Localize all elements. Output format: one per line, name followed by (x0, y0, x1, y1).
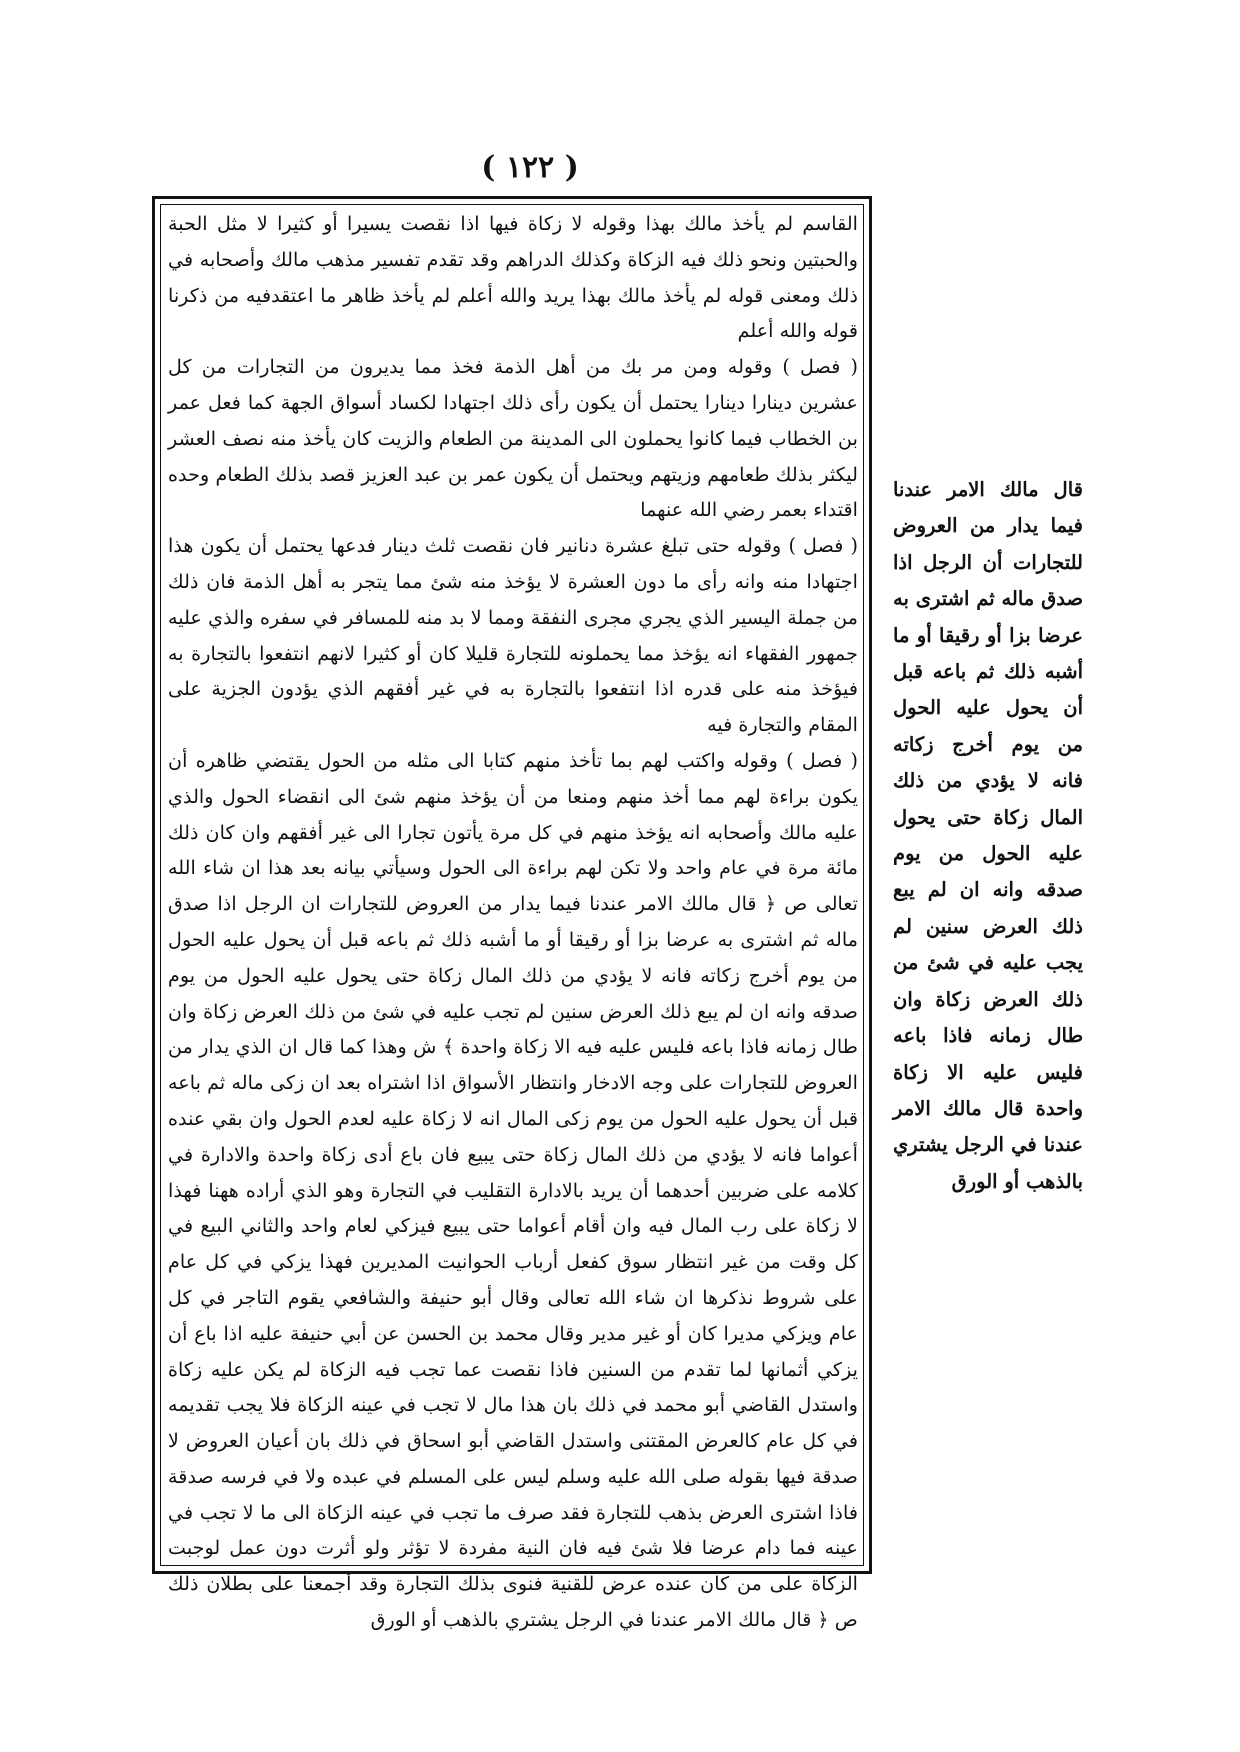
page-number: ( ١٢٢ ) (481, 150, 579, 185)
paragraph-1: القاسم لم يأخذ مالك بهذا وقوله لا زكاة فيها اذا نقصت يسيرا أو كثيرا لا مثل الحبة والحبتين ونحو ذلك فيه الزكاة وكذلك الدراهم وقد تقدم تفسير مذهب مالك وأصحابه في ذلك ومعنى قوله لم يأخذ مالك بهذا يريد والله أعلم لم يأخذ ظاهر ما اعتقدفيه من ذكرنا قوله والله أعلم (168, 212, 858, 343)
main-text-block (168, 206, 858, 1632)
paragraph-2: ( فصل ) وقوله ومن مر بك من أهل الذمة فخذ مما يديرون من التجارات من كل عشرين دينارا دينارا يحتمل أن يكون رأى ذلك اجتهادا لكساد أسواق الجهة كما فعل عمر بن الخطاب فيما كانوا يحملون الى المدينة من الطعام والزيت كان يأخذ منه نصف العشر ليكثر بذلك طعامهم وزيتهم ويحتمل أن يكون عمر بن عبد العزيز قصد بذلك الطعام وحده اقتداء بعمر رضي الله عنهما (168, 355, 858, 522)
margin-note-text: قال مالك الامر عندنا فيما يدار من العروض للتجارات أن الرجل اذا صدق ماله ثم اشترى به عرضا بزا أو رقيقا أو ما أشبه ذلك ثم باعه قبل أن يحول عليه الحول من يوم أخرج زكاته فانه لا يؤدي من ذلك المال زكاة حتى يحول عليه الحول من يوم صدقه وانه ان لم يبع ذلك العرض سنين لم يجب عليه في شئ من ذلك العرض زكاة وان طال زمانه فاذا باعه فليس عليه الا زكاة واحدة قال مالك الامر عندنا في الرجل يشتري بالذهب أو الورق (893, 478, 1083, 1193)
paragraph-3: ( فصل ) وقوله حتى تبلغ عشرة دنانير فان نقصت ثلث دينار فدعها يحتمل أن يكون هذا اجتهادا منه وانه رأى ما دون العشرة لا يؤخذ منه شئ مما يتجر به أهل الذمة فان ذلك من جملة اليسير الذي يجري مجرى النفقة ومما لا بد منه للمسافر في سفره والذي عليه جمهور الفقهاء انه يؤخذ مما يحملونه للتجارة قليلا كان أو كثيرا لانهم انتفعوا بالتجارة به فيؤخذ منه على قدره اذا انتفعوا بالتجارة به في غير أفقهم الذي يؤدون الجزية على المقام والتجارة فيه (168, 534, 858, 737)
paragraph-4: ( فصل ) وقوله واكتب لهم بما تأخذ منهم كتابا الى مثله من الحول يقتضي ظاهره أن يكون براءة لهم مما أخذ منهم ومنعا من أن يؤخذ منهم شئ الى انقضاء الحول والذي عليه مالك وأصحابه انه يؤخذ منهم في كل مرة يأتون تجارا الى غير أفقهم وان كان ذلك مائة مرة في عام واحد ولا تكن لهم براءة الى الحول وسيأتي بيانه بعد هذا ان شاء الله تعالى ص ﴿ قال مالك الامر عندنا فيما يدار من العروض للتجارات ان الرجل اذا صدق ماله ثم اشترى به عرضا بزا أو رقيقا أو ما أشبه ذلك ثم باعه قبل أن يحول عليه الحول من يوم أخرج زكاته فانه لا يؤدي من ذلك المال زكاة حتى يحول عليه الحول من يوم صدقه وانه ان لم يبع ذلك العرض سنين لم تجب عليه في شئ من ذلك العرض زكاة وان طال زمانه فاذا باعه فليس عليه فيه الا زكاة واحدة ﴾ ش وهذا كما قال ان الذي يدار من العروض للتجارات على وجه الادخار وانتظار الأسواق اذا اشتراه بعد ان زكى ماله ثم باعه قبل أن يحول عليه الحول من يوم زكى المال انه لا زكاة عليه لعدم الحول وان بقي عنده أعواما فانه لا يؤدي من ذلك المال زكاة حتى يبيع فان باع أدى زكاة واحدة والادارة في كلامه على ضربين أحدهما أن يريد بالادارة التقليب في التجارة وهو الذي أراده ههنا فهذا لا زكاة على رب المال فيه وان أقام أعواما حتى يبيع فيزكي لعام واحد والثاني البيع في كل وقت من غير انتظار سوق كفعل أرباب الحوانيت المديرين فهذا يزكي في كل عام على شروط نذكرها ان شاء الله تعالى وقال أبو حنيفة والشافعي يقوم التاجر في كل عام ويزكي مديرا كان أو غير مدير وقال محمد بن الحسن عن أبي حنيفة عليه اذا باع أن يزكي أثمانها لما تقدم من السنين فاذا نقصت عما تجب فيه الزكاة لم يكن عليه زكاة واستدل القاضي أبو محمد في ذلك بان هذا مال لا تجب في عينه الزكاة فلا يجب تقديمه في كل عام كالعرض المقتنى واستدل القاضي أبو اسحاق في ذلك بان أعيان العروض لا صدقة فيها بقوله صلى الله عليه وسلم ليس على المسلم في عبده ولا في فرسه صدقة فاذا اشترى العرض بذهب للتجارة فقد صرف ما تجب في عينه الزكاة الى ما لا تجب في عينه فما دام عرضا فلا شئ فيه فان النية مفردة لا تؤثر ولو أثرت دون عمل لوجبت الزكاة على من كان عنده عرض للقنية فنوى بذلك التجارة وقد أجمعنا على بطلان ذلك ص ﴿ قال مالك الامر عندنا في الرجل يشتري بالذهب أو الورق (168, 748, 858, 1632)
margin-note (893, 472, 1083, 1212)
